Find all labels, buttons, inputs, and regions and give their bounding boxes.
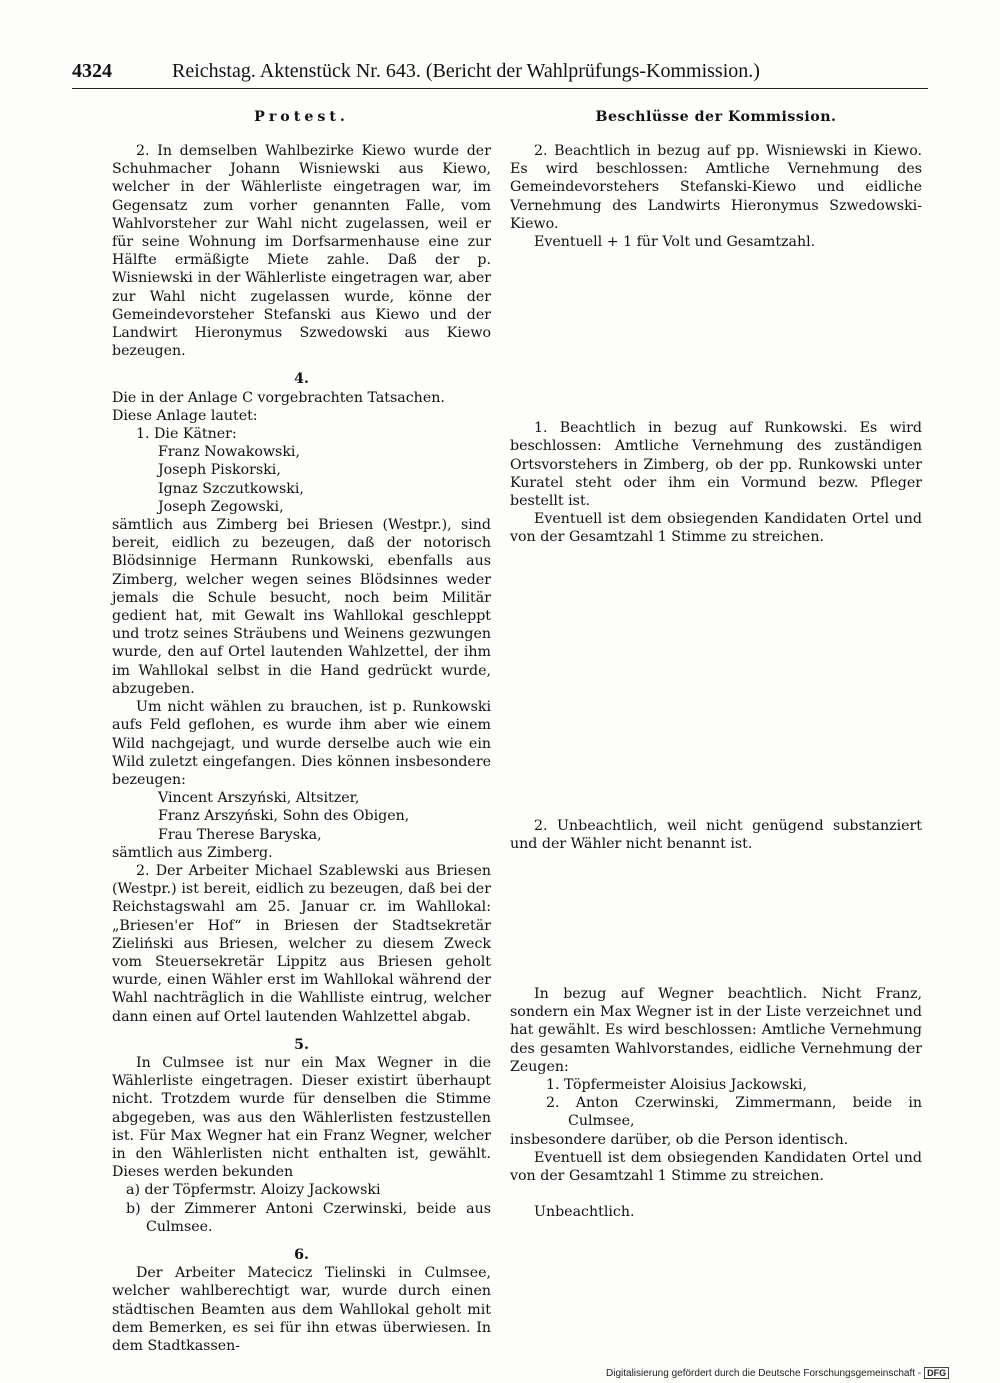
section-4-line-2: Diese Anlage lautet: <box>112 407 258 424</box>
protest-paragraph-wisniewski: 2. In demselben Wahlbezirke Kiewo wurde der Schuhmacher Johann Wisniewski aus Kiewo, welcher in der Wählerliste eingetragen war, im Gegensatz zum vorher genannten Falle, vom Wahlvorsteher zur Wahl nicht zugelassen, weil er für seine Wohnung im Dorfsarmenhause eine zur Hälfte ermäßigte Miete zahle. Daß der p. Wisniewski in der Wählerliste eingetragen war, aber zur Wahl nicht zugelassen wurde, könne der Gemeindevorsteher Stefanski aus Kiewo und der Landwirt Hieronymus Szwedowski aus Kiewo bezeugen. <box>112 143 491 360</box>
list-item: 2. Anton Czerwinski, Zimmermann, beide in Culmsee, <box>546 1095 922 1130</box>
dfg-logo: DFG <box>924 1367 949 1379</box>
list-item: Vincent Arszyński, Altsitzer, <box>158 790 360 807</box>
section-6-number: 6. <box>294 1246 309 1263</box>
paragraph-section-6: Der Arbeiter Matecicz Tielinski in Culmsee, welcher wahlberechtigt war, wurde durch einen städtischen Beamten aus dem Wahllokal geholt mit dem Bemerken, es sei für ihn etwas überwiesen. In dem Stadtkassen- <box>112 1265 491 1354</box>
decision-wegner: In bezug auf Wegner beachtlich. Nicht Franz, sondern ein Max Wegner ist in der Liste verzeichnet und hat gewählt. Es wird beschlossen: Amtliche Vernehmung des gesamten Wahlvorstandes, eidliche Vernehmung der Zeugen: <box>510 986 922 1075</box>
list-item: Franz Nowakowski, <box>158 444 300 461</box>
list-item: 1. Töpfermeister Aloisius Jackowski, <box>546 1077 807 1094</box>
witness-list-2 <box>112 789 491 844</box>
section-5-number: 5. <box>294 1036 309 1053</box>
decision-szablewski: 2. Unbeachtlich, weil nicht genügend substanziert und der Wähler nicht benannt ist. <box>510 817 922 852</box>
witness-list-1 <box>112 443 491 516</box>
list-item: b) der Zimmerer Antoni Czerwinski, beide aus Culmsee. <box>126 1200 491 1235</box>
paragraph-section-5: In Culmsee ist nur ein Max Wegner in die Wählerliste eingetragen. Dieser existirt überhaupt nicht. Trotzdem wurde für denselben die Stimme abgegeben, was aus den Wählerlisten festzustellen ist. Für Max Wegner hat ein Franz Wegner, welcher in den Wählerlisten nicht enthalten ist, gewählt. Dieses werden bekunden <box>112 1054 491 1181</box>
decisions-heading: Beschlüsse der Kommission. <box>595 109 837 125</box>
page-header <box>72 60 928 88</box>
decisions-column <box>510 104 922 1221</box>
section-4-number: 4. <box>294 371 309 388</box>
section-4-line-1: Die in der Anlage C vorgebrachten Tatsachen. <box>112 389 445 406</box>
decision-wisniewski-eventual: Eventuell + 1 für Volt und Gesamtzahl. <box>534 234 816 251</box>
section-4-line-3: 1. Die Kätner: <box>136 426 237 443</box>
paragraph-fled: Um nicht wählen zu brauchen, ist p. Runkowski aufs Feld geflohen, es wurde ihm aber wie einem Wild nachgejagt, und wurde derselbe auch wie ein Wild zuletzt eingefangen. Dies können insbesondere bezeugen: <box>112 699 491 788</box>
witness-list-5 <box>112 1181 491 1236</box>
protest-heading: Protest. <box>254 109 349 125</box>
footer-text: Digitalisierung gefördert durch die Deutsche Forschungsgemeinschaft - <box>606 1368 922 1379</box>
decision-runkowski-eventual: Eventuell ist dem obsiegenden Kandidaten Ortel und von der Gesamtzahl 1 Stimme zu streichen. <box>510 511 922 546</box>
decision-wegner-eventual: Eventuell ist dem obsiegenden Kandidaten Ortel und von der Gesamtzahl 1 Stimme zu streichen. <box>510 1149 922 1185</box>
footer-credit <box>606 1367 949 1379</box>
decision-witness-list <box>510 1076 922 1131</box>
header-rule <box>72 88 928 89</box>
paragraph-runkowski: sämtlich aus Zimberg bei Briesen (Westpr.), sind bereit, eidlich zu bezeugen, daß der notorisch Blödsinnige Hermann Runkowski, ebenfalls aus Zimberg, welcher wegen seines Blödsinnes weder jemals die Schule besucht, noch beim Militär gedient hat, mit Gewalt ins Wahllokal geschleppt und trotz seines Sträubens und Weinens gezwungen wurde, den auf Ortel lautenden Wahlzettel, der ihm im Wahllokal selbst in die Hand gedrückt wurde, abzugeben. <box>112 517 491 697</box>
decision-tielinski: Unbeachtlich. <box>534 1204 635 1221</box>
witness-list-2-end: sämtlich aus Zimberg. <box>112 844 273 861</box>
list-item: Franz Arszyński, Sohn des Obigen, <box>158 808 410 825</box>
protest-column <box>112 104 491 1355</box>
decision-runkowski: 1. Beachtlich in bezug auf Runkowski. Es wird beschlossen: Amtliche Vernehmung des zuständigen Ortsvorstehers in Zimberg, ob der pp. Runkowski unter Kuratel steht oder ihm ein Vormund bezw. Pfleger bestellt ist. <box>510 420 922 510</box>
list-item: Joseph Zegowski, <box>158 498 284 515</box>
decision-wisniewski: 2. Beachtlich in bezug auf pp. Wisniewski in Kiewo. Es wird beschlossen: Amtliche Vernehmung des Gemeindevorstehers Stefanski-Kiewo und eidliche Vernehmung des Landwirts Hieronymus Szwedowski-Kiewo. <box>510 143 922 232</box>
page-number: 4324 <box>72 60 112 82</box>
list-item: Ignaz Szczutkowski, <box>158 480 304 497</box>
decision-wegner-identity: insbesondere darüber, ob die Person identisch. <box>510 1131 849 1148</box>
list-item: Joseph Piskorski, <box>158 462 281 479</box>
paragraph-szablewski: 2. Der Arbeiter Michael Szablewski aus Briesen (Westpr.) ist bereit, eidlich zu bezeugen, daß bei der Reichstagswahl am 25. Januar cr. im Wahllokal: „Briesen'er Hof“ in Briesen der Stadtsekretär Zieliński aus Briesen, welcher zu diesem Zweck vom Steuersekretär Lippitz aus Briesen geholt wurde, einen Wähler erst im Wahllokal während der Wahl nachträglich in die Wahlliste eintrug, welcher dann einen auf Ortel lautenden Wahlzettel abgab. <box>112 862 491 1025</box>
list-item: Frau Therese Baryska, <box>158 826 322 843</box>
list-item: a) der Töpfermstr. Aloizy Jackowski <box>126 1182 381 1199</box>
running-title: Reichstag. Aktenstück Nr. 643. (Bericht der Wahlprüfungs-Kommission.) <box>172 60 760 82</box>
